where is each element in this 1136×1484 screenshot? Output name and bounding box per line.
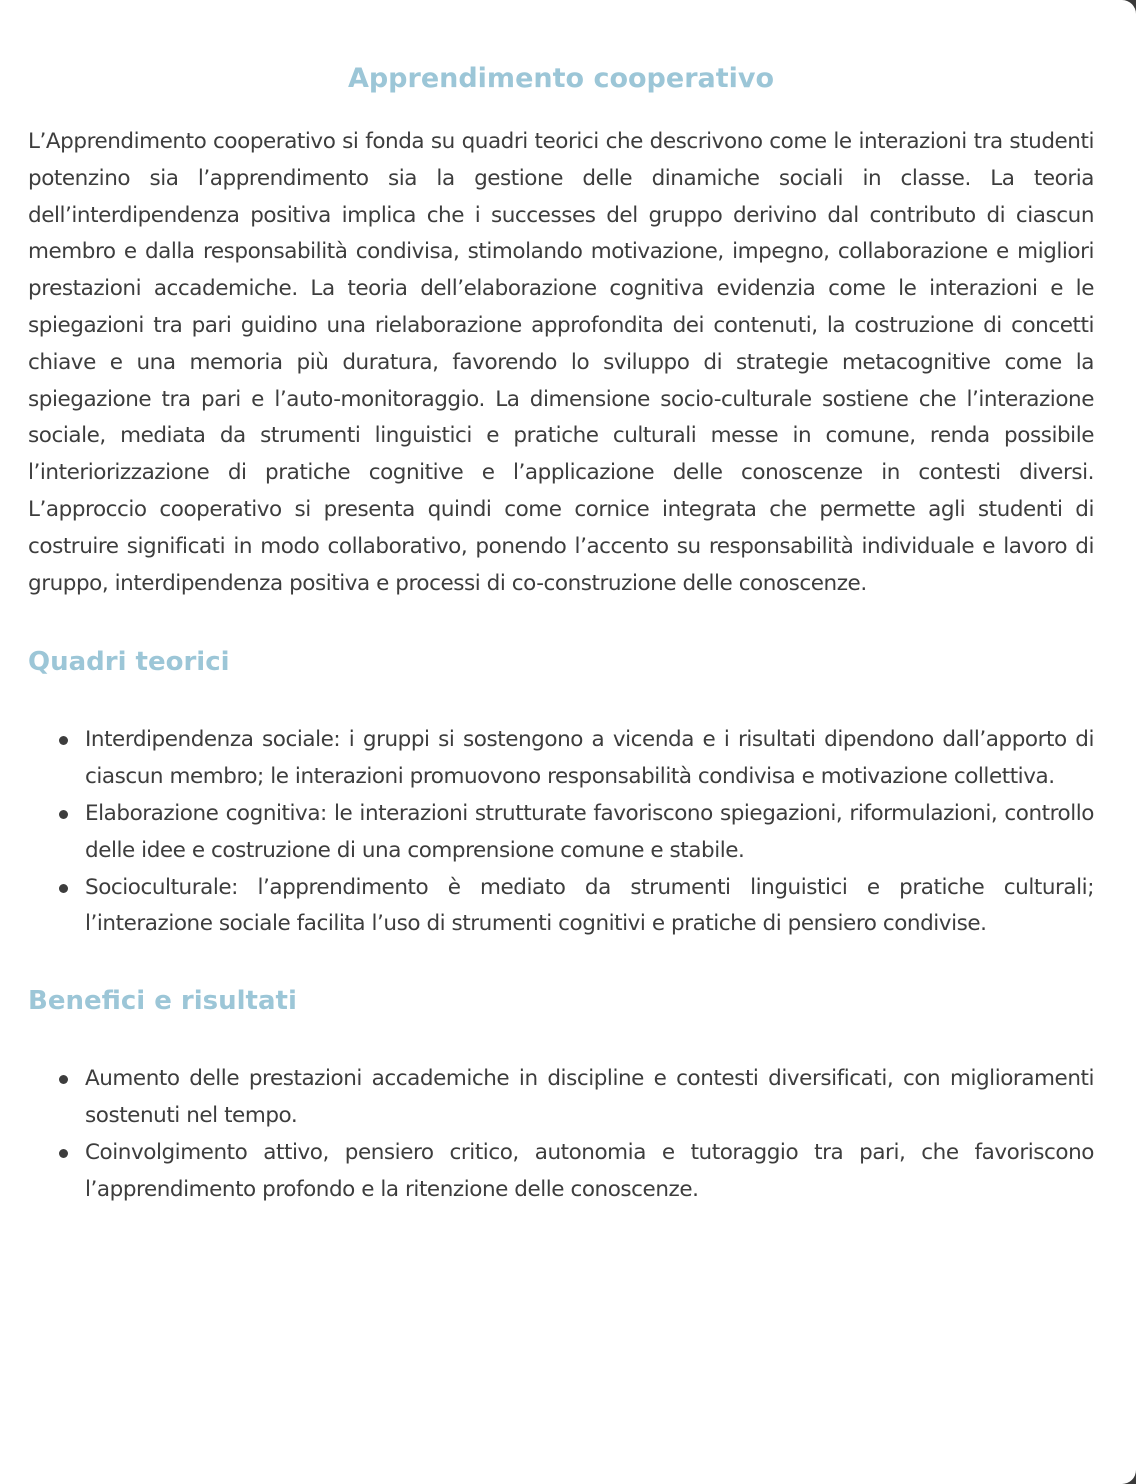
list-item-text: Coinvolgimento attivo, pensiero critico, autonomia e tutoraggio tra pari, che favoriscono l’apprendimento profondo e la ritenzione delle conoscenze. xyxy=(85,1139,1094,1202)
list-item xyxy=(85,870,1094,944)
page-title: Apprendimento cooperativo xyxy=(347,63,775,94)
theories-list xyxy=(28,722,1094,943)
list-item xyxy=(85,722,1094,796)
bullet-icon xyxy=(59,810,68,819)
list-item xyxy=(85,1061,1094,1135)
list-item-text: Interdipendenza sociale: i gruppi si sostengono a vicenda e i risultati dipendono dall’apporto di ciascun membro; le interazioni promuovono responsabilità condivisa e motivazione collettiva. xyxy=(85,727,1094,790)
benefits-list xyxy=(28,1061,1094,1208)
bullet-icon xyxy=(59,1149,68,1158)
section-heading-benefits: Benefici e risultati xyxy=(28,986,297,1017)
list-item-text: Socioculturale: l’apprendimento è mediato da strumenti linguistici e pratiche culturali; l’interazione sociale facilita l’uso di strumenti cognitivi e pratiche di pensiero condivise. xyxy=(85,874,1094,937)
bullet-icon xyxy=(59,1075,68,1084)
list-item-text: Elaborazione cognitiva: le interazioni strutturate favoriscono spiegazioni, riformulazioni, controllo delle idee e costruzione di una comprensione comune e stabile. xyxy=(85,800,1094,863)
list-item xyxy=(85,796,1094,870)
list-item xyxy=(85,1135,1094,1209)
section-heading-theories: Quadri teorici xyxy=(28,647,230,678)
list-item-text: Aumento delle prestazioni accademiche in discipline e contesti diversificati, con miglioramenti sostenuti nel tempo. xyxy=(85,1066,1094,1128)
intro-paragraph: L’Apprendimento cooperativo si fonda su quadri teorici che descrivono come le interazioni tra studenti potenzino sia l’apprendimento sia la gestione delle dinamiche sociali in classe. La teoria dell’interdipendenza positiva implica che i successes del gruppo derivino dal contributo di ciascun membro e dalla responsabilità condivisa, stimolando motivazione, impegno, collaborazione e migliori prestazioni accademiche. La teoria dell’elaborazione cognitiva evidenzia come le interazioni e le spiegazioni tra pari guidino una rielaborazione approfondita dei contenuti, la costruzione di concetti chiave e una memoria più duratura, favorendo lo sviluppo di strategie metacognitive come la spiegazione tra pari e l’auto-monitoraggio. La dimensione socio-culturale sostiene che l’interazione sociale, mediata da strumenti linguistici e pratiche culturali messe in comune, renda possibile l’interiorizzazione di pratiche cognitive e l’applicazione delle conoscenze in contesti diversi. L’approccio cooperativo si presenta quindi come cornice integrata che permette agli studenti di costruire significati in modo collaborativo, ponendo l’accento su responsabilità individuale e lavoro di gruppo, interdipendenza positiva e processi di co-construzione delle conoscenze. xyxy=(28,129,1094,596)
bullet-icon xyxy=(59,884,68,893)
bullet-icon xyxy=(59,736,68,745)
